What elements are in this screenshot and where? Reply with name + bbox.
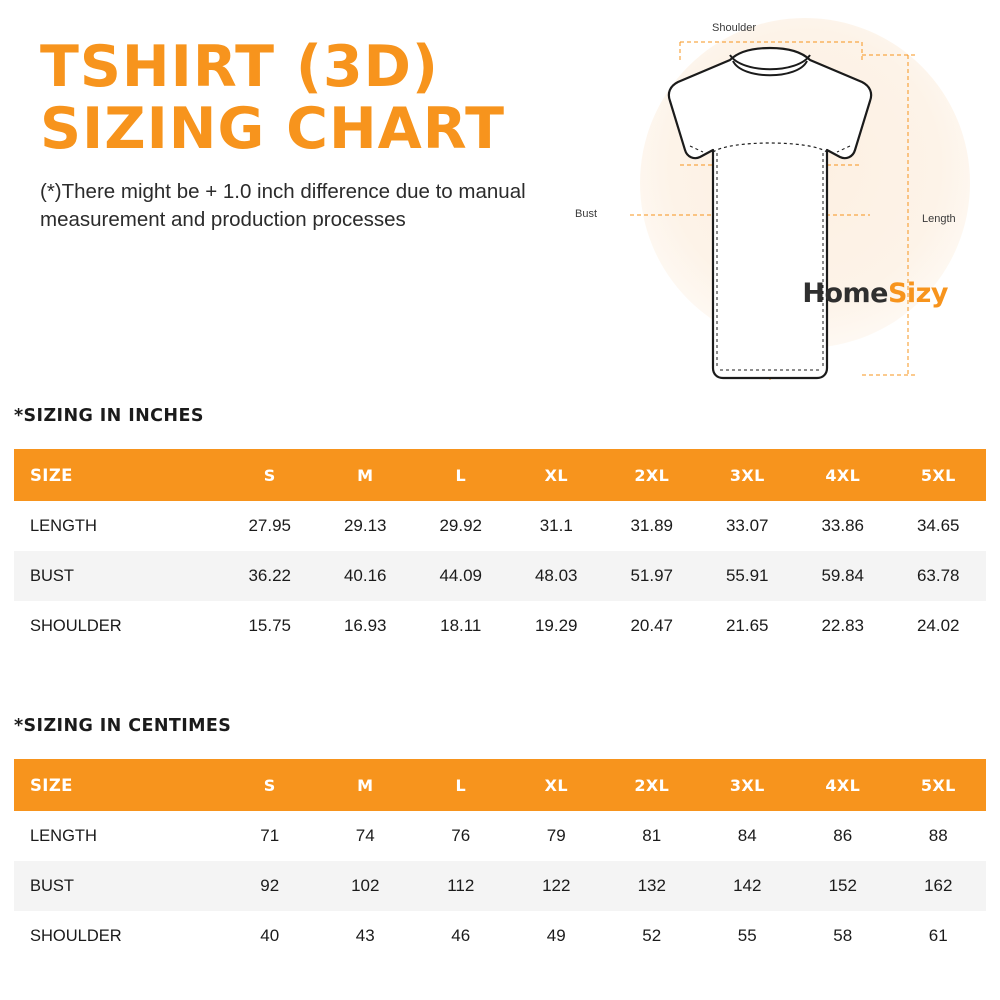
table-cell: 76 (413, 811, 509, 861)
table-cell: 46 (413, 911, 509, 961)
column-header: S (222, 759, 318, 811)
table-cell: 74 (318, 811, 414, 861)
section-title-centimes: *SIZING IN CENTIMES (14, 716, 232, 736)
column-header: S (222, 449, 318, 501)
table-cell: 112 (413, 861, 509, 911)
table-cell: 142 (700, 861, 796, 911)
table-header-row (14, 759, 986, 811)
table-cell: 63.78 (891, 551, 987, 601)
title-block (40, 36, 600, 234)
table-cell: 55 (700, 911, 796, 961)
table-cell: 162 (891, 861, 987, 911)
page-title-line-2: SIZING CHART (40, 96, 505, 162)
table-cell: 88 (891, 811, 987, 861)
row-label: SHOULDER (14, 911, 222, 961)
tshirt-illustration (570, 0, 990, 400)
table-cell: 18.11 (413, 601, 509, 651)
column-header: 4XL (795, 759, 891, 811)
column-header: SIZE (14, 759, 222, 811)
column-header: XL (509, 449, 605, 501)
table-cell: 44.09 (413, 551, 509, 601)
column-header: 2XL (604, 449, 700, 501)
page-title-line-1: TSHIRT (3D) (40, 34, 439, 100)
table-cell: 21.65 (700, 601, 796, 651)
row-label: BUST (14, 861, 222, 911)
table-cell: 24.02 (891, 601, 987, 651)
table-cell: 55.91 (700, 551, 796, 601)
table-cell: 52 (604, 911, 700, 961)
table-row (14, 811, 986, 861)
table-cell: 79 (509, 811, 605, 861)
measurement-note: (*)There might be + 1.0 inch difference due to manual measurement and production processes (40, 180, 526, 231)
label-bust: Bust (575, 208, 598, 220)
table-row (14, 501, 986, 551)
table-cell: 16.93 (318, 601, 414, 651)
table-cell: 51.97 (604, 551, 700, 601)
column-header: XL (509, 759, 605, 811)
label-length: Length (922, 213, 956, 225)
label-shoulder: Shoulder (712, 22, 757, 34)
column-header: 3XL (700, 759, 796, 811)
table-cell: 31.1 (509, 501, 605, 551)
table-cell: 40.16 (318, 551, 414, 601)
table-cell: 31.89 (604, 501, 700, 551)
table-cell: 19.29 (509, 601, 605, 651)
brand-text-sizy: Sizy (887, 278, 948, 309)
row-label: LENGTH (14, 811, 222, 861)
column-header: 4XL (795, 449, 891, 501)
table-cell: 29.92 (413, 501, 509, 551)
table-cell: 152 (795, 861, 891, 911)
table-cell: 132 (604, 861, 700, 911)
table-cell: 58 (795, 911, 891, 961)
tshirt-diagram-svg (570, 0, 990, 400)
table-cell: 86 (795, 811, 891, 861)
column-header: 2XL (604, 759, 700, 811)
sizing-table-inches (14, 449, 986, 651)
table-cell: 102 (318, 861, 414, 911)
table-cell: 61 (891, 911, 987, 961)
table-cell: 29.13 (318, 501, 414, 551)
brand-text-home: Home (802, 278, 888, 309)
table-row (14, 601, 986, 651)
table-cell: 84 (700, 811, 796, 861)
row-label: SHOULDER (14, 601, 222, 651)
table-cell: 27.95 (222, 501, 318, 551)
column-header: SIZE (14, 449, 222, 501)
column-header: 5XL (891, 449, 987, 501)
column-header: L (413, 759, 509, 811)
section-title-inches: *SIZING IN INCHES (14, 406, 204, 426)
column-header: M (318, 759, 414, 811)
table-cell: 48.03 (509, 551, 605, 601)
table-cell: 33.07 (700, 501, 796, 551)
column-header: 5XL (891, 759, 987, 811)
table-cell: 122 (509, 861, 605, 911)
table-cell: 22.83 (795, 601, 891, 651)
table-cell: 15.75 (222, 601, 318, 651)
table-cell: 81 (604, 811, 700, 861)
table-cell: 20.47 (604, 601, 700, 651)
table-row (14, 861, 986, 911)
table-cell: 49 (509, 911, 605, 961)
table-cell: 40 (222, 911, 318, 961)
table-row (14, 911, 986, 961)
column-header: L (413, 449, 509, 501)
header (0, 0, 1000, 400)
row-label: BUST (14, 551, 222, 601)
table-header-row (14, 449, 986, 501)
table-row (14, 551, 986, 601)
row-label: LENGTH (14, 501, 222, 551)
sizing-table-centimes (14, 759, 986, 961)
table-cell: 33.86 (795, 501, 891, 551)
table-cell: 43 (318, 911, 414, 961)
table-cell: 71 (222, 811, 318, 861)
column-header: M (318, 449, 414, 501)
column-header: 3XL (700, 449, 796, 501)
table-cell: 36.22 (222, 551, 318, 601)
table-cell: 34.65 (891, 501, 987, 551)
table-cell: 59.84 (795, 551, 891, 601)
brand-logo (802, 278, 948, 309)
table-cell: 92 (222, 861, 318, 911)
